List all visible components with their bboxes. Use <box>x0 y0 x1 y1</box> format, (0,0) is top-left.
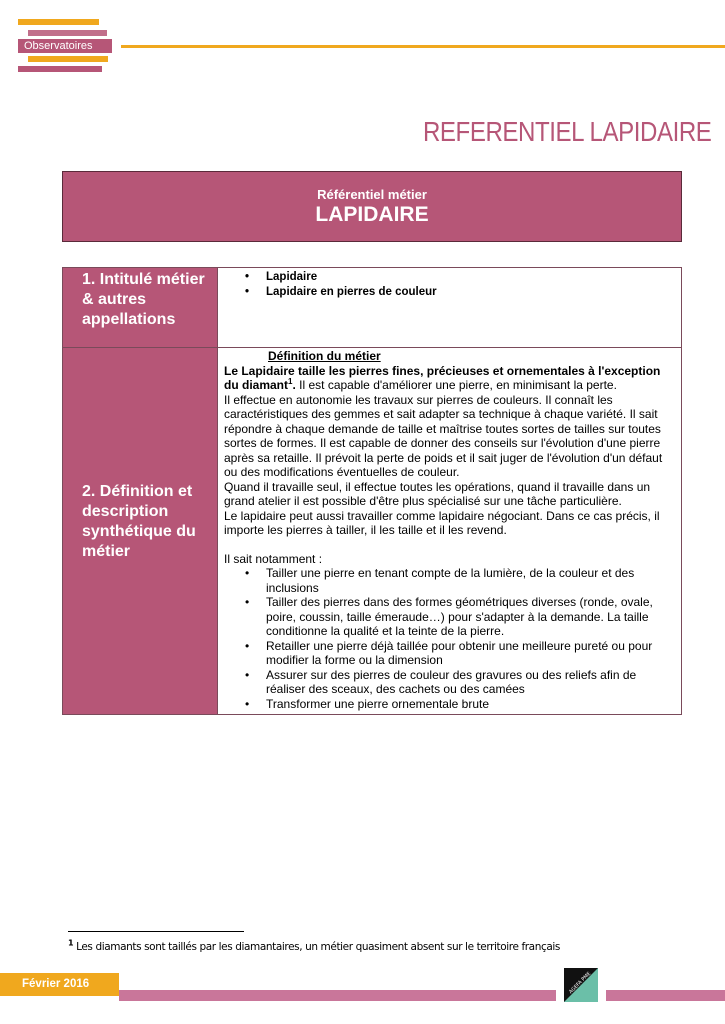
definition-title: Définition du métier <box>268 349 381 363</box>
paragraph: Il effectue en autonomie les travaux sur pierres de couleurs. Il connaît les caractéristiques des gemmes et sait adapter sa technique à chaque variété. Il sait répondre à chaque demande de taille et maîtrise toutes sortes de tailles sur toutes sortes de formes. Il est capable de donner des conseils sur l'évolution d'une pierre après sa retaille. Il prévoit la perte de poids et il sait juger de l'évolution d'un défaut ou des modifications éventuelles de couleur. <box>224 392 663 479</box>
publisher-stamp-icon <box>564 968 598 1002</box>
lead-rest: Il est capable d'améliorer une pierre, en minimisant la perte. <box>295 378 617 392</box>
banner-subtitle: Référentiel métier <box>317 187 427 202</box>
list-item: • Tailler des pierres dans des formes géométriques diverses (ronde, ovale, poire, coussin, taille émeraude…) pour s'adapter à la demande. La taille conditionne la qualité et la teinte de la pierre. <box>266 595 675 639</box>
banner-title: LAPIDAIRE <box>315 203 429 226</box>
list-item: • Transformer une pierre ornementale brute <box>266 697 675 712</box>
footnote-mark: 1 <box>68 938 74 948</box>
logo-bar <box>18 19 99 25</box>
list-item: • Lapidaire <box>266 270 675 285</box>
stamp-text: AGEFA PME <box>568 970 593 996</box>
footer-bar <box>606 990 725 1001</box>
section-2-content <box>218 348 681 714</box>
appellations-list <box>224 270 675 300</box>
logo-bar <box>18 66 102 72</box>
paragraph: Quand il travaille seul, il effectue toutes les opérations, quand il travaille dans un grand atelier il est possible d'être plus spécialisé sur une tâche particulière. <box>224 479 651 508</box>
footnote-text: Les diamants sont taillés par les diamantaires, un métier quasiment absent sur le territoire français <box>73 941 560 953</box>
footnote <box>68 938 560 953</box>
section-1-heading: 1. Intitulé métier & autres appellations <box>63 268 218 347</box>
paragraph: Le lapidaire peut aussi travailler comme lapidaire négociant. Dans ce cas précis, il importe les pierres à tailler, il les taille et il les revend. <box>224 508 660 537</box>
logo-bar <box>28 30 107 36</box>
lead-text: Le Lapidaire taille les pierres fines, précieuses et ornementales à l'exception du diamant <box>224 363 661 392</box>
skills-list <box>224 566 675 711</box>
skills-intro: Il sait notamment : <box>224 551 323 566</box>
list-item: • Tailler une pierre en tenant compte de la lumière, de la couleur et des inclusions <box>266 566 675 595</box>
footnote-separator <box>68 931 244 932</box>
definition-lead <box>224 364 675 393</box>
footnote-ref: 1 <box>288 377 293 386</box>
document-title: REFERENTIEL LAPIDAIRE <box>422 116 711 147</box>
list-item: • Lapidaire en pierres de couleur <box>266 285 675 300</box>
logo-label: Observatoires <box>18 39 112 53</box>
section-row-1 <box>62 267 682 348</box>
list-item: • Assurer sur des pierres de couleur des gravures ou des reliefs afin de réaliser des sceaux, des cachets ou des camées <box>266 668 675 697</box>
lead-end: . <box>292 378 296 392</box>
logo-bar <box>28 56 108 62</box>
list-item: • Retailler une pierre déjà taillée pour obtenir une meilleure pureté ou pour modifier la forme ou la dimension <box>266 639 675 668</box>
section-1-content <box>218 268 681 347</box>
section-row-2 <box>62 347 682 715</box>
footer-date: Février 2016 <box>0 973 119 996</box>
title-banner <box>62 171 682 242</box>
header-rule <box>121 45 725 48</box>
footer-bar <box>119 990 556 1001</box>
section-2-heading: 2. Définition et description synthétique du métier <box>63 348 218 714</box>
